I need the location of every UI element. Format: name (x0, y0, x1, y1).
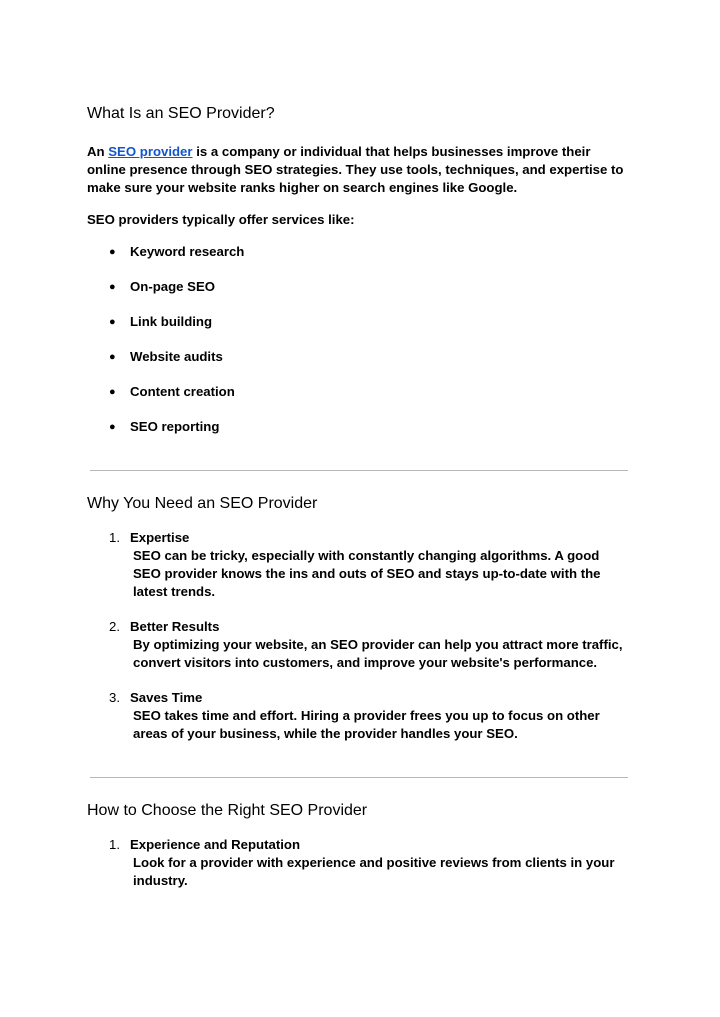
item-title: Saves Time (130, 690, 203, 705)
list-item (87, 313, 630, 331)
item-body: By optimizing your website, an SEO provider can help you attract more traffic, convert visitors into customers, and improve your website's performance. (133, 637, 623, 670)
item-body: SEO can be tricky, especially with constantly changing algorithms. A good SEO provider knows the ins and outs of SEO and stays up-to-date with the latest trends. (133, 548, 601, 599)
bullet-icon: ● (109, 246, 116, 258)
bullet-icon: ● (109, 316, 116, 328)
intro-prefix: An (87, 144, 109, 159)
bullet-icon: ● (109, 281, 116, 293)
list-item (87, 618, 630, 672)
item-title: Expertise (130, 530, 190, 545)
item-title: Experience and Reputation (130, 837, 301, 852)
list-item (87, 529, 630, 601)
list-item (87, 278, 630, 296)
item-body: Look for a provider with experience and positive reviews from clients in your industry. (133, 855, 615, 888)
service-label: Link building (130, 314, 213, 329)
list-item (87, 836, 630, 890)
service-label: On-page SEO (130, 279, 215, 294)
list-item (87, 243, 630, 261)
section-divider (90, 777, 628, 778)
service-label: Content creation (130, 384, 235, 399)
seo-provider-link[interactable]: SEO provider (108, 144, 193, 159)
services-list (87, 243, 630, 436)
section-heading-how-choose: How to Choose the Right SEO Provider (87, 802, 368, 819)
criteria-list (87, 836, 630, 890)
item-number: 1. (109, 530, 120, 545)
item-number: 1. (109, 837, 120, 852)
list-item (87, 383, 630, 401)
intro-paragraph (87, 143, 630, 197)
item-number: 3. (109, 690, 120, 705)
service-label: Keyword research (130, 244, 245, 259)
reasons-list (87, 529, 630, 743)
section-heading-what-is: What Is an SEO Provider? (87, 105, 275, 122)
section-heading-why-need: Why You Need an SEO Provider (87, 495, 318, 512)
bullet-icon: ● (109, 421, 116, 433)
section-divider (90, 470, 628, 471)
services-lead: SEO providers typically offer services like: (87, 212, 355, 227)
bullet-icon: ● (109, 386, 116, 398)
item-title: Better Results (130, 619, 220, 634)
item-number: 2. (109, 619, 120, 634)
item-body: SEO takes time and effort. Hiring a provider frees you up to focus on other areas of your business, while the provider handles your SEO. (133, 708, 600, 741)
list-item (87, 348, 630, 366)
intro-suffix: is a company or individual that helps businesses improve their online presence through SEO strategies. They use tools, techniques, and expertise to make sure your website ranks higher on search engines like Google. (87, 144, 624, 195)
bullet-icon: ● (109, 351, 116, 363)
service-label: SEO reporting (130, 419, 220, 434)
service-label: Website audits (130, 349, 223, 364)
list-item (87, 418, 630, 436)
list-item (87, 689, 630, 743)
